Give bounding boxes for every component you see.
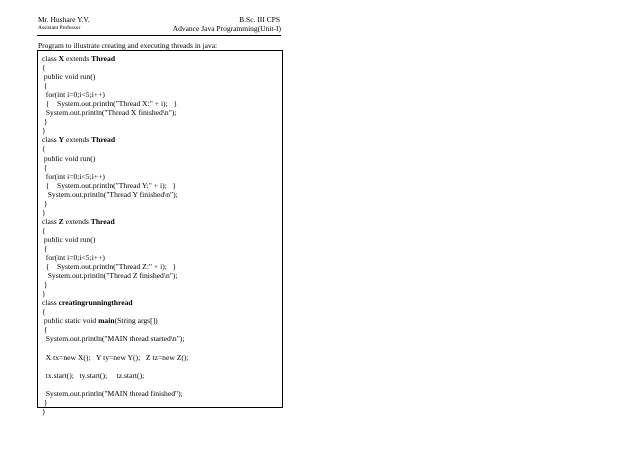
code-text: System.out.println("MAIN thread started\n");: [42, 334, 185, 344]
code-text: {: [42, 325, 48, 335]
code-line: [42, 289, 189, 298]
code-line: [42, 154, 189, 163]
code-line: [42, 163, 189, 172]
author-name: Mr. Hushare Y.V.: [38, 15, 90, 24]
code-keyword: X: [58, 54, 65, 63]
code-text: for(int i=0;i<5;i++): [42, 90, 105, 100]
code-keyword: Thread: [91, 54, 116, 63]
code-text: {: [42, 81, 48, 91]
code-line: [42, 353, 189, 362]
code-line: [42, 253, 189, 262]
code-text: for(int i=0;i<5;i++): [42, 171, 105, 181]
code-text: {: [42, 63, 46, 73]
code-text: }: [42, 406, 46, 416]
code-text: class: [42, 135, 59, 145]
code-line: [42, 172, 189, 181]
code-text: {: [42, 225, 46, 235]
code-line: [42, 190, 189, 199]
code-text: }: [42, 397, 48, 407]
code-line: [42, 208, 189, 217]
code-line: [42, 262, 189, 271]
code-line: [42, 280, 189, 289]
code-line: [42, 226, 189, 235]
code-text: }: [42, 117, 48, 127]
code-line: [42, 235, 189, 244]
code-text: class: [42, 54, 59, 63]
code-text: tx.start(); ty.start(); tz.start();: [42, 370, 145, 380]
code-line: [42, 325, 189, 334]
intro-text: Program to illustrate creating and executing threads in java:: [38, 41, 218, 50]
code-text: }: [42, 126, 46, 136]
code-text: }: [42, 198, 48, 208]
code-text: }: [42, 280, 48, 290]
code-text: System.out.println("Thread X finished\n");: [42, 108, 177, 118]
code-line: [42, 407, 189, 416]
code-text: class: [42, 216, 59, 226]
code-line: [42, 344, 189, 353]
header-rule: [37, 35, 281, 36]
code-line: [42, 389, 189, 398]
code-text: { System.out.println("Thread Z:" + i); }: [42, 262, 177, 272]
subject-label: Advance Java Programming(Unit-I): [172, 24, 281, 33]
code-text: }: [42, 289, 46, 299]
code-line: [42, 108, 189, 117]
code-line: [42, 380, 189, 389]
code-keyword: Z: [58, 216, 64, 226]
code-text: public void run(): [42, 72, 96, 82]
code-text: {: [42, 243, 48, 253]
code-line: [42, 298, 189, 307]
code-line: [42, 63, 189, 72]
code-text: }: [42, 207, 46, 217]
code-text: class: [42, 298, 59, 308]
code-line: [42, 271, 189, 280]
code-text: public void run(): [42, 234, 96, 244]
code-text: { System.out.println("Thread X:" + i); }: [42, 99, 178, 109]
code-line: [42, 199, 189, 208]
code-line: [42, 217, 189, 226]
code-text: { System.out.println("Thread Y:" + i); }: [42, 180, 177, 190]
code-text: X tx=new X(); Y ty=new Y(); Z tz=new Z();: [42, 352, 189, 362]
code-line: [42, 244, 189, 253]
code-line: [42, 54, 189, 63]
code-line: [42, 144, 189, 153]
code-text: {: [42, 307, 46, 317]
code-text: public void run(): [42, 153, 96, 163]
code-line: [42, 307, 189, 316]
code-keyword: Y: [58, 135, 65, 145]
course-label: B.Sc. III CPS: [239, 15, 280, 24]
code-text: System.out.println("Thread Y finished\n");: [42, 189, 178, 199]
code-text: extends: [63, 216, 91, 226]
code-listing: [42, 54, 189, 416]
code-text: System.out.println("MAIN thread finished");: [42, 388, 183, 398]
code-text: for(int i=0;i<5;i++): [42, 253, 105, 263]
code-keyword: Thread: [90, 216, 115, 226]
code-line: [42, 135, 189, 144]
code-line: [42, 316, 189, 325]
code-line: [42, 81, 189, 90]
code-line: [42, 398, 189, 407]
code-keyword: creatingrunningthread: [58, 298, 133, 308]
code-line: [42, 90, 189, 99]
code-line: [42, 334, 189, 343]
code-keyword: Thread: [91, 135, 116, 145]
code-text: System.out.println("Thread Z finished\n");: [42, 271, 178, 281]
code-text: public static void: [42, 316, 99, 326]
code-text: extends: [64, 54, 92, 63]
code-text: (String args[]): [114, 316, 158, 326]
code-line: [42, 117, 189, 126]
code-line: [42, 181, 189, 190]
code-text: extends: [64, 135, 92, 145]
author-role: Assistant Professor: [38, 25, 81, 31]
code-line: [42, 371, 189, 380]
code-keyword: main: [98, 316, 115, 326]
code-text: {: [42, 144, 46, 154]
code-line: [42, 99, 189, 108]
code-line: [42, 362, 189, 371]
code-line: [42, 126, 189, 135]
code-text: {: [42, 162, 48, 172]
code-line: [42, 72, 189, 81]
